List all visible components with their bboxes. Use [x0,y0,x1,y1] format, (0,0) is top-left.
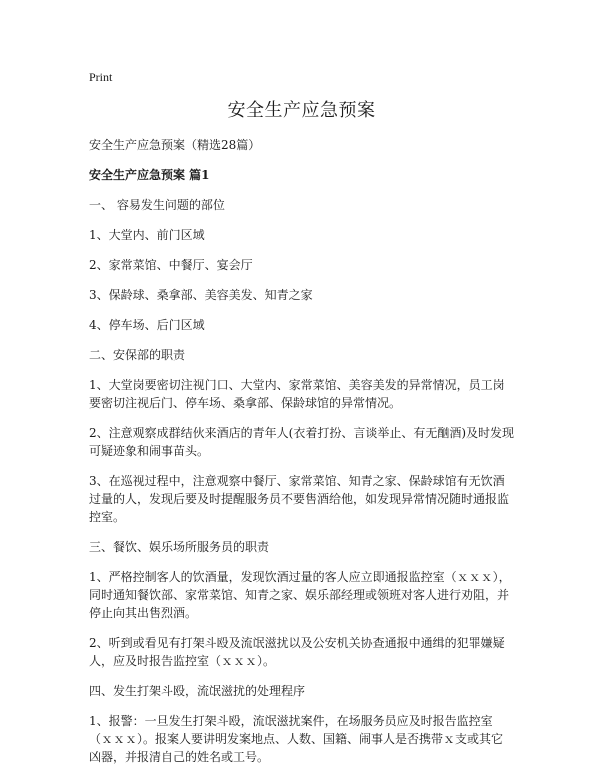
document-body [89,136,514,766]
paragraph: 2、家常菜馆、中餐厅、宴会厅 [89,258,253,272]
document-title: 安全生产应急预案 [227,100,376,121]
paragraph: 安全生产应急预案（精选28篇） [89,138,261,152]
paragraph: 四、发生打架斗殴，流氓滋扰的处理程序 [89,684,306,698]
paragraph: 1、大堂岗要密切注视门口、大堂内、家常菜馆、美容美发的异常情况，员工岗要密切注视后门、停车场、桑拿部、保龄球馆的异常情况。 [89,378,505,410]
print-label: Print [89,70,113,84]
paragraph: 3、保龄球、桑拿部、美容美发、知青之家 [89,288,313,302]
paragraph: 4、停车场、后门区域 [89,318,205,332]
paragraph: 1、大堂内、前门区域 [89,228,205,242]
paragraph: 一、 容易发生问题的部位 [89,198,225,212]
paragraph: 1、严格控制客人的饮酒量，发现饮酒过量的客人应立即通报监控室（ｘｘｘ），同时通知餐饮部、家常菜馆、知青之家、娱乐部经理或领班对客人进行劝阻，并停止向其出售烈酒。 [89,570,511,620]
paragraph: 2、听到或看见有打架斗殴及流氓滋扰以及公安机关协查通报中通缉的犯罪嫌疑人，应及时报告监控室（ｘｘｘ）。 [89,636,505,668]
section-heading: 安全生产应急预案 篇1 [89,168,210,182]
paragraph: 1、报警：一旦发生打架斗殴，流氓滋扰案件，在场服务员应及时报告监控室（ｘｘｘ）。报案人要讲明发案地点、人数、国籍、闹事人是否携带ｘ支或其它凶器，并报清自己的姓名或工号。 [89,714,504,764]
paragraph: 3、在巡视过程中，注意观察中餐厅、家常菜馆、知青之家、保龄球馆有无饮酒过量的人，发现后要及时提醒服务员不要售酒给他，如发现异常情况随时通报监控室。 [89,474,510,524]
paragraph: 三、餐饮、娱乐场所服务员的职责 [89,540,270,554]
paragraph: 2、注意观察成群结伙来酒店的青年人(衣着打扮、言谈举止、有无酗酒)及时发现可疑迹象和闹事苗头。 [89,426,515,458]
paragraph: 二、安保部的职责 [89,348,186,362]
